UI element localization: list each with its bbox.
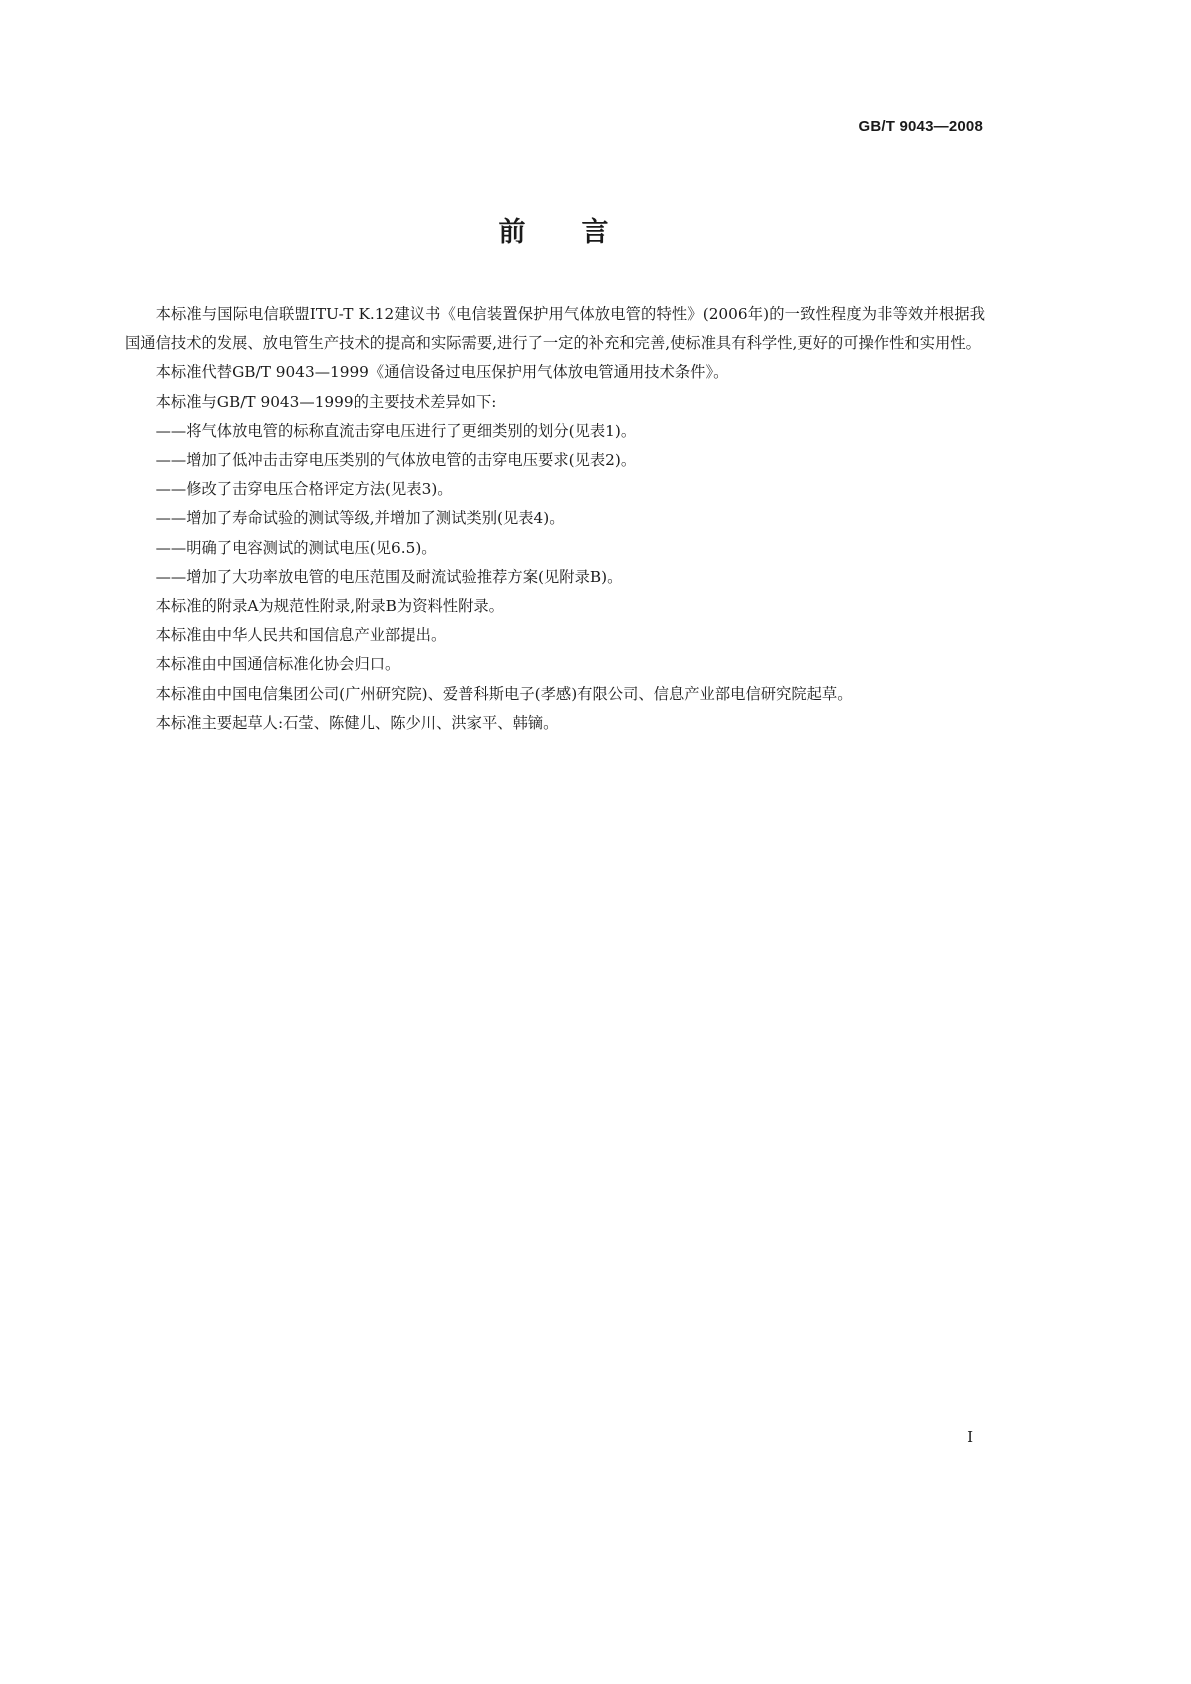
list-item-difference: ——增加了寿命试验的测试等级,并增加了测试类别(见表4)。 [155, 509, 565, 528]
standard-number: GB/T 9043—2008 [858, 118, 983, 135]
list-item-difference: ——将气体放电管的标称直流击穿电压进行了更细类别的划分(见表1)。 [155, 421, 637, 440]
paragraph-scope: 本标准与国际电信联盟ITU-T K.12建议书《电信装置保护用气体放电管的特性》(2006年)的一致性程度为非等效并根据我国通信技术的发展、放电管生产技术的提高和实际需要,进行了一定的补充和完善,使标准具有科学性,更好的可操作性和实用性。 [125, 305, 985, 353]
paragraph-differences-intro: 本标准与GB/T 9043—1999的主要技术差异如下: [155, 392, 497, 411]
paragraph-annexes: 本标准的附录A为规范性附录,附录B为资料性附录。 [155, 597, 504, 616]
paragraph-drafted-by: 本标准由中国电信集团公司(广州研究院)、爱普科斯电子(孝感)有限公司、信息产业部电信研究院起草。 [155, 684, 853, 703]
paragraph-proposed-by: 本标准由中华人民共和国信息产业部提出。 [155, 626, 447, 645]
list-item-difference: ——增加了大功率放电管的电压范围及耐流试验推荐方案(见附录B)。 [155, 567, 623, 586]
paragraph-replaces: 本标准代替GB/T 9043—1999《通信设备过电压保护用气体放电管通用技术条件》。 [155, 363, 729, 382]
foreword-body [125, 300, 985, 738]
list-item-difference: ——增加了低冲击击穿电压类别的气体放电管的击穿电压要求(见表2)。 [155, 451, 637, 470]
paragraph-centralized-by: 本标准由中国通信标准化协会归口。 [155, 655, 401, 674]
page-title: 前言 [498, 217, 665, 248]
list-item-difference: ——修改了击穿电压合格评定方法(见表3)。 [155, 480, 453, 499]
page-number: I [967, 1428, 973, 1446]
list-item-difference: ——明确了电容测试的测试电压(见6.5)。 [155, 538, 437, 557]
paragraph-drafters: 本标准主要起草人:石莹、陈健儿、陈少川、洪家平、韩镝。 [155, 713, 559, 732]
